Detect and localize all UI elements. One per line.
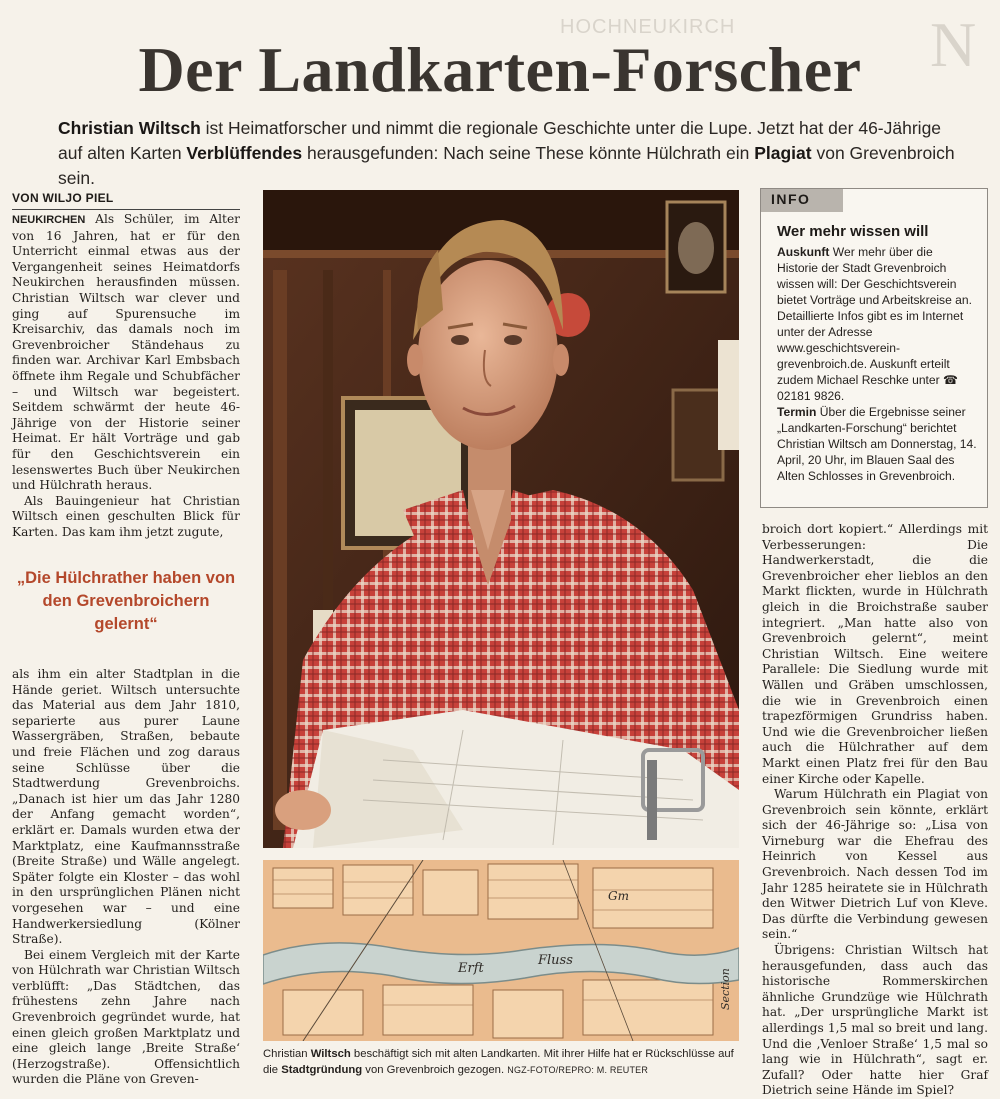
photo-credit: NGZ-FOTO/REPRO: M. REUTER bbox=[507, 1065, 649, 1075]
info-box bbox=[760, 188, 988, 508]
caption-text: beschäftigt sich mit alten Landkarten. Mit ihrer Hilfe hat er Rückschlüsse auf die bbox=[263, 1048, 734, 1076]
portrait-photo bbox=[263, 190, 739, 848]
headline: Der Landkarten-Forscher bbox=[138, 34, 862, 105]
map-label-river-2: Fluss bbox=[538, 953, 573, 968]
info-body bbox=[761, 244, 987, 484]
photo-caption bbox=[263, 1046, 743, 1078]
article-paragraph: Als Bauingenieur hat Christian Wiltsch einen geschulten Blick für Karten. Das kam ihm jetzt zugute, bbox=[12, 493, 240, 539]
article-paragraph: Warum Hülchrath ein Plagiat von Grevenbroich sein könnte, erklärt sich der 46-Jährige so: „Lisa von Virneburg war die Ehefrau des Heinrich von Kessel aus Grevenbroich. Nach dessen Tod im Jahr 1285 heiratete sie in Hülchrath den Witwer Dietrich Luf von Kleve. Das dürfte die Verbindung gewesen sein.“ bbox=[762, 787, 988, 942]
article-paragraph: als ihm ein alter Stadtplan in die Hände geriet. Wiltsch untersuchte das Material aus dem Jahr 1810, separierte aus purer Laune Wassergräben, Straßen, bebaute und freie Flächen und zog daraus seine Schlüsse über die Stadtwerdung Grevenbroichs. „Danach ist hier um das Jahr 1280 der Anfang gemacht worden“, erklärt er. Damals wurden etwa der Marktplatz, eine Kaufmannsstraße (Breite Straße) und Wälle angelegt. Später folgte ein Kloster – das wohl in den ursprünglichen Plänen nicht vorgesehen war – und eine Handwerkersiedlung (Kölner Straße). bbox=[12, 667, 240, 947]
map-label-section: Section bbox=[719, 968, 732, 1010]
caption-text: Christian bbox=[263, 1048, 311, 1060]
article-paragraph: Übrigens: Christian Wiltsch hat herausgefunden, dass auch das historische Rommerskirchen ähnliche Grundzüge wie Hülchrath hat. „Der ursprüngliche Markt ist allerdings 1,5 mal so breit und lang. Und die ‚Venloer Straße‘ 1,5 mal so lang wie in Hülchrath“, sagt er. Zufall? Oder hatte hier Graf Dietrich seine Hände im Spiel? bbox=[762, 943, 988, 1098]
dateline: NEUKIRCHEN bbox=[12, 214, 86, 226]
info-title: Wer mehr wissen will bbox=[777, 223, 929, 240]
info-text: Über die Ergebnisse seiner „Landkarten-Forschung“ berichtet Christian Wiltsch am Donnerstag, 14. April, 20 Uhr, im Blauen Saal des Alten Schlosses in Grevenbroich. bbox=[777, 405, 977, 483]
lead-text-3: von Grevenbroich sein. bbox=[58, 143, 955, 188]
ghost-section-letter: N bbox=[930, 9, 977, 80]
lead-emphasis-2: Plagiat bbox=[754, 143, 812, 163]
byline: VON WILJO PIEL bbox=[12, 191, 240, 210]
map-label-gm: Gm bbox=[608, 889, 629, 903]
info-tag: INFO bbox=[761, 189, 843, 212]
ghost-kicker: HOCHNEUKIRCH bbox=[560, 16, 736, 38]
info-keyword: Auskunft bbox=[777, 245, 830, 259]
article-column-1-top bbox=[12, 212, 240, 540]
article-column-3 bbox=[762, 522, 988, 1099]
historic-map bbox=[263, 860, 739, 1041]
map-label-river-1: Erft bbox=[458, 961, 484, 976]
article-column-1-bottom bbox=[12, 667, 240, 1088]
caption-emphasis: Stadtgründung bbox=[281, 1064, 363, 1076]
caption-name: Wiltsch bbox=[310, 1048, 351, 1060]
lead-paragraph bbox=[58, 116, 958, 191]
lead-name: Christian Wiltsch bbox=[58, 118, 201, 138]
info-keyword: Termin bbox=[777, 405, 817, 419]
lead-text-2: herausgefunden: Nach seine These könnte Hülchrath ein bbox=[302, 143, 755, 163]
portrait-illustration bbox=[263, 190, 739, 848]
lead-text-1: ist Heimatforscher und nimmt die regionale Geschichte unter die Lupe. Jetzt hat der 46-Jährige auf alten Karten bbox=[58, 118, 942, 163]
article-paragraph: broich dort kopiert.“ Allerdings mit Verbesserungen: Die Handwerkerstadt, die die Grevenbroicher eher lieblos an den Markt flickten, wurde in Hülchrath gleich in die Broichstraße sauber integriert. „Man hatte also von Grevenbroich gelernt“, meint Christian Wiltsch. Eine weitere Parallele: Die Siedlung wurde mit Wällen und Gräben umschlossen, die wie in Grevenbroich einen trapezförmigen Grundriss haben. Und wie die Grevenbroicher ließen auch die Hülchrather auf dem Markt einen Platz frei für den Bau einer Kirche oder Kapelle. bbox=[762, 522, 988, 786]
lead-emphasis-1: Verblüffendes bbox=[186, 143, 303, 163]
article-paragraph bbox=[12, 212, 240, 494]
pull-quote: „Die Hülchrather haben von den Grevenbroichern gelernt“ bbox=[16, 569, 236, 633]
caption-text: von Grevenbroich gezogen. bbox=[362, 1064, 508, 1076]
info-text: Wer mehr über die Historie der Stadt Grevenbroich wissen will: Der Geschichtsverein bietet Vorträge und Arbeitskreise an. Detaillierte Infos gibt es im Internet unter der Adresse www.geschichtsverein-grevenbroich.de. Auskunft erteilt zudem Michael Reschke unter ☎ 02181 9826. bbox=[777, 245, 972, 403]
article-paragraph: Bei einem Vergleich mit der Karte von Hülchrath war Christian Wiltsch verblüfft: „Das Städtchen, das frühestens zehn Jahre nach Grevenbroich gegründet wurde, hat einen gleich großen Marktplatz und eine gleich lange ‚Breite Straße‘ (Herzogstraße). Offensichtlich wurden die Pläne von Greven- bbox=[12, 947, 240, 1087]
map-illustration bbox=[263, 860, 739, 1041]
paragraph-text: Als Schüler, im Alter von 16 Jahren, hat er für den Unterricht einmal etwas aus der Vergangenheit seines Heimatdorfs Neukirchen herausfinden müssen. Christian Wiltsch war clever und ging auf Spurensuche im Kreisarchiv, das damals noch im Grevenbroicher Ständehaus zu finden war. Archivar Karl Embsbach öffnete ihm Regale und Schubfächer – und Wiltsch war begeistert. Seitdem schwärmt der heute 46-Jährige von der Historie seiner Heimat. Er hält Vorträge und gab für den Geschichtsverein ein lesenswertes Buch über Neukirchen und Hülchrath heraus. bbox=[12, 212, 240, 493]
